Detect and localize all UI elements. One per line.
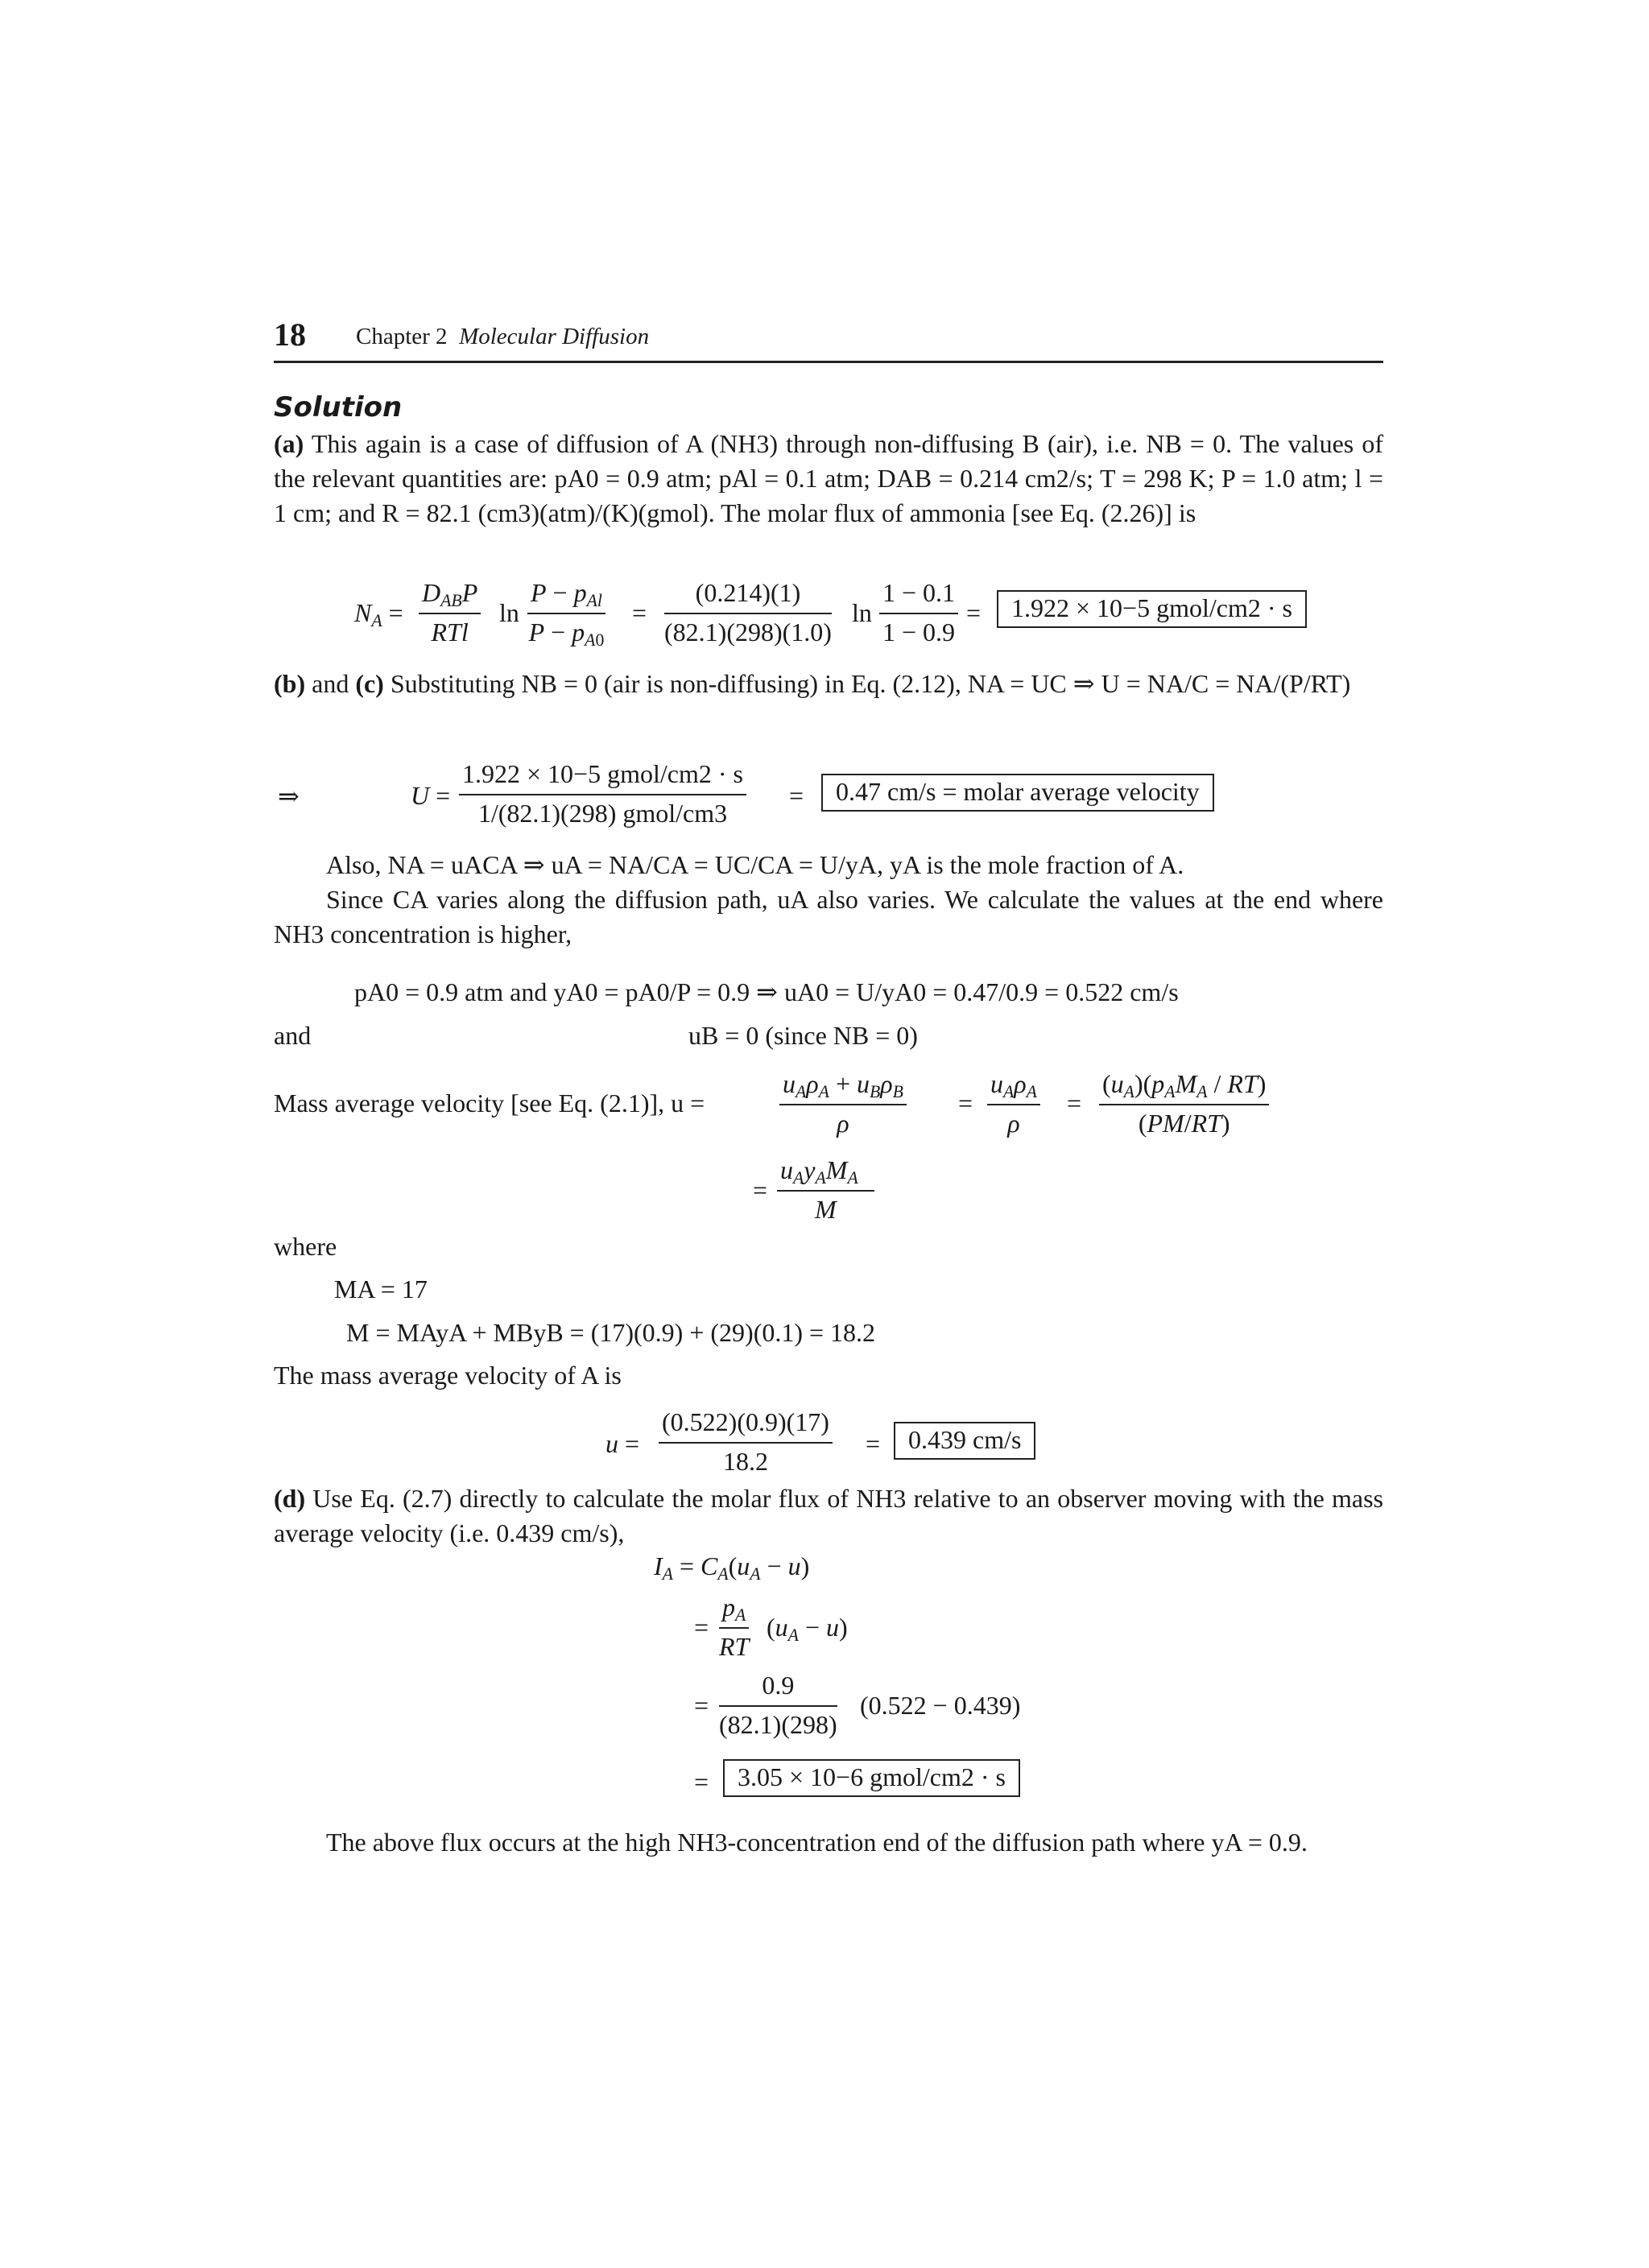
ia-line-1: $I_A = C_A(u_A - u)$: [654, 1551, 810, 1584]
ia-line-3-tail: (0.522 − 0.439): [860, 1691, 1021, 1720]
mass-avg-intro: Mass average velocity [see Eq. (2.1)], u =: [274, 1089, 705, 1117]
na-frac-4: $\frac{1 - 0.1}{1 - 0.9}$: [879, 578, 958, 647]
part-a-label: (a): [274, 429, 304, 458]
part-a-text: This again is a case of diffusion of A (NH3) through non-diffusing B (air), i.e. NB = 0. The values of the relevant quantities are: pA0 = 0.9 atm; pAl = 0.1 atm; DAB = 0.214 cm2/s; T = 298 K; P = 1.0 atm; l = 1 cm; and R = 82.1 (cm3)(atm)/(K)(gmol). The molar flux of ammonia [see Eq. (2.26)] is: [274, 429, 1383, 527]
mass-avg-eq-2: =: [1067, 1089, 1082, 1117]
ia-line-2-tail: $(u_A - u)$: [767, 1613, 848, 1646]
ia-frac-3: $\frac{0.9}{(82.1)(298)}$: [719, 1671, 837, 1739]
part-bc-paragraph: (b) and (c) Substituting NB = 0 (air is non-diffusing) in Eq. (2.12), NA = UC ⇒ U = NA/C = NA/(P/RT): [274, 669, 1351, 698]
mass-avg-eq-3: =: [753, 1175, 768, 1204]
na-frac-2: $P - p_{Al}$ $P - p_{A0}$: [528, 578, 605, 651]
word-and: and: [274, 1021, 312, 1050]
u2-lhs: u =: [605, 1429, 640, 1458]
para-also: Also, NA = uACA ⇒ uA = NA/CA = UC/CA = U/yA, yA is the mole fraction of A.: [326, 850, 1184, 879]
mass-avg-frac-3: $(u_A)(p_AM_A / RT)$ (PM/RT): [1099, 1069, 1269, 1138]
ia-eq-4: =: [694, 1767, 709, 1796]
mass-avg-eq-1: =: [958, 1089, 973, 1117]
na-result-box: 1.922 × 10−5 gmol/cm2 · s: [997, 590, 1307, 628]
part-d-label: (d): [274, 1484, 306, 1513]
na-frac-1: $D_{AB}P$ RTl: [419, 578, 481, 647]
na-eq-2: =: [632, 598, 647, 627]
na-eq-3: =: [966, 598, 982, 627]
u-result-box: 0.47 cm/s = molar average velocity: [821, 774, 1214, 812]
part-d-paragraph: [274, 1481, 1383, 1551]
eq-ub: uB = 0 (since NB = 0): [688, 1021, 918, 1050]
chapter-label: [356, 324, 649, 350]
para-since: Since CA varies along the diffusion path, uA also varies. We calculate the values at the end where NH3 concentration is higher,: [274, 885, 1383, 948]
solution-heading: Solution: [274, 391, 403, 423]
na-frac-3: $\frac{(0.214)(1)}{(82.1)(298)(1.0)}$: [664, 578, 832, 647]
na-lhs: $N_A$ =: [354, 598, 403, 631]
word-where: where: [274, 1232, 337, 1261]
ia-eq-2: =: [694, 1613, 709, 1642]
eq-pa0: pA0 = 0.9 atm and yA0 = pA0/P = 0.9 ⇒ uA0 = U/yA0 = 0.47/0.9 = 0.522 cm/s: [354, 977, 1179, 1006]
u2-frac: $\frac{(0.522)(0.9)(17)}{18.2}$: [659, 1407, 833, 1477]
mass-avg-of-a: The mass average velocity of A is: [274, 1361, 622, 1390]
ia-frac-2: $\frac{p_A}{RT}$: [719, 1593, 750, 1661]
mass-avg-frac-2: $u_A\rho_A$ ρ: [987, 1069, 1040, 1138]
u2-result-box: 0.439 cm/s: [894, 1422, 1035, 1460]
eq-ma: MA = 17: [334, 1274, 428, 1303]
mass-avg-frac-4: $u_Ay_AM_A$ M: [777, 1155, 874, 1225]
chapter-number: Chapter 2: [356, 324, 448, 349]
part-c-label: (c): [355, 669, 384, 698]
part-d-text: Use Eq. (2.7) directly to calculate the molar flux of NH3 relative to an observer moving with the mass average velocity (i.e. 0.439 cm/s),: [274, 1484, 1383, 1547]
chapter-title: Molecular Diffusion: [459, 324, 650, 349]
u-frac: 1.922 × 10−5 gmol/cm2 · s 1/(82.1)(298) gmol/cm3: [459, 759, 746, 828]
u-eq: =: [789, 781, 804, 810]
na-ln-2: ln: [852, 598, 872, 627]
mass-avg-frac-1: $u_A\rho_A + u_B\rho_B$ ρ: [779, 1069, 907, 1138]
ia-eq-3: =: [694, 1691, 709, 1720]
implies-arrow: ⇒: [278, 782, 300, 811]
na-ln-1: ln: [499, 598, 519, 627]
u2-eq: =: [866, 1429, 881, 1458]
ia-result-box: 3.05 × 10−6 gmol/cm2 · s: [723, 1759, 1020, 1797]
u-lhs: U =: [411, 781, 451, 810]
page-header: [274, 316, 1383, 363]
page-number: 18: [274, 316, 306, 353]
part-bc-text: Substituting NB = 0 (air is non-diffusing) in Eq. (2.12), NA = UC ⇒ U = NA/C = NA/(P/RT): [390, 669, 1351, 698]
part-a-paragraph: [274, 427, 1383, 531]
closing-paragraph: The above flux occurs at the high NH3-concentration end of the diffusion path where yA = 0.9.: [326, 1828, 1308, 1857]
part-b-label: (b): [274, 669, 306, 698]
eq-m: M = MAyA + MByB = (17)(0.9) + (29)(0.1) = 18.2: [346, 1318, 876, 1347]
